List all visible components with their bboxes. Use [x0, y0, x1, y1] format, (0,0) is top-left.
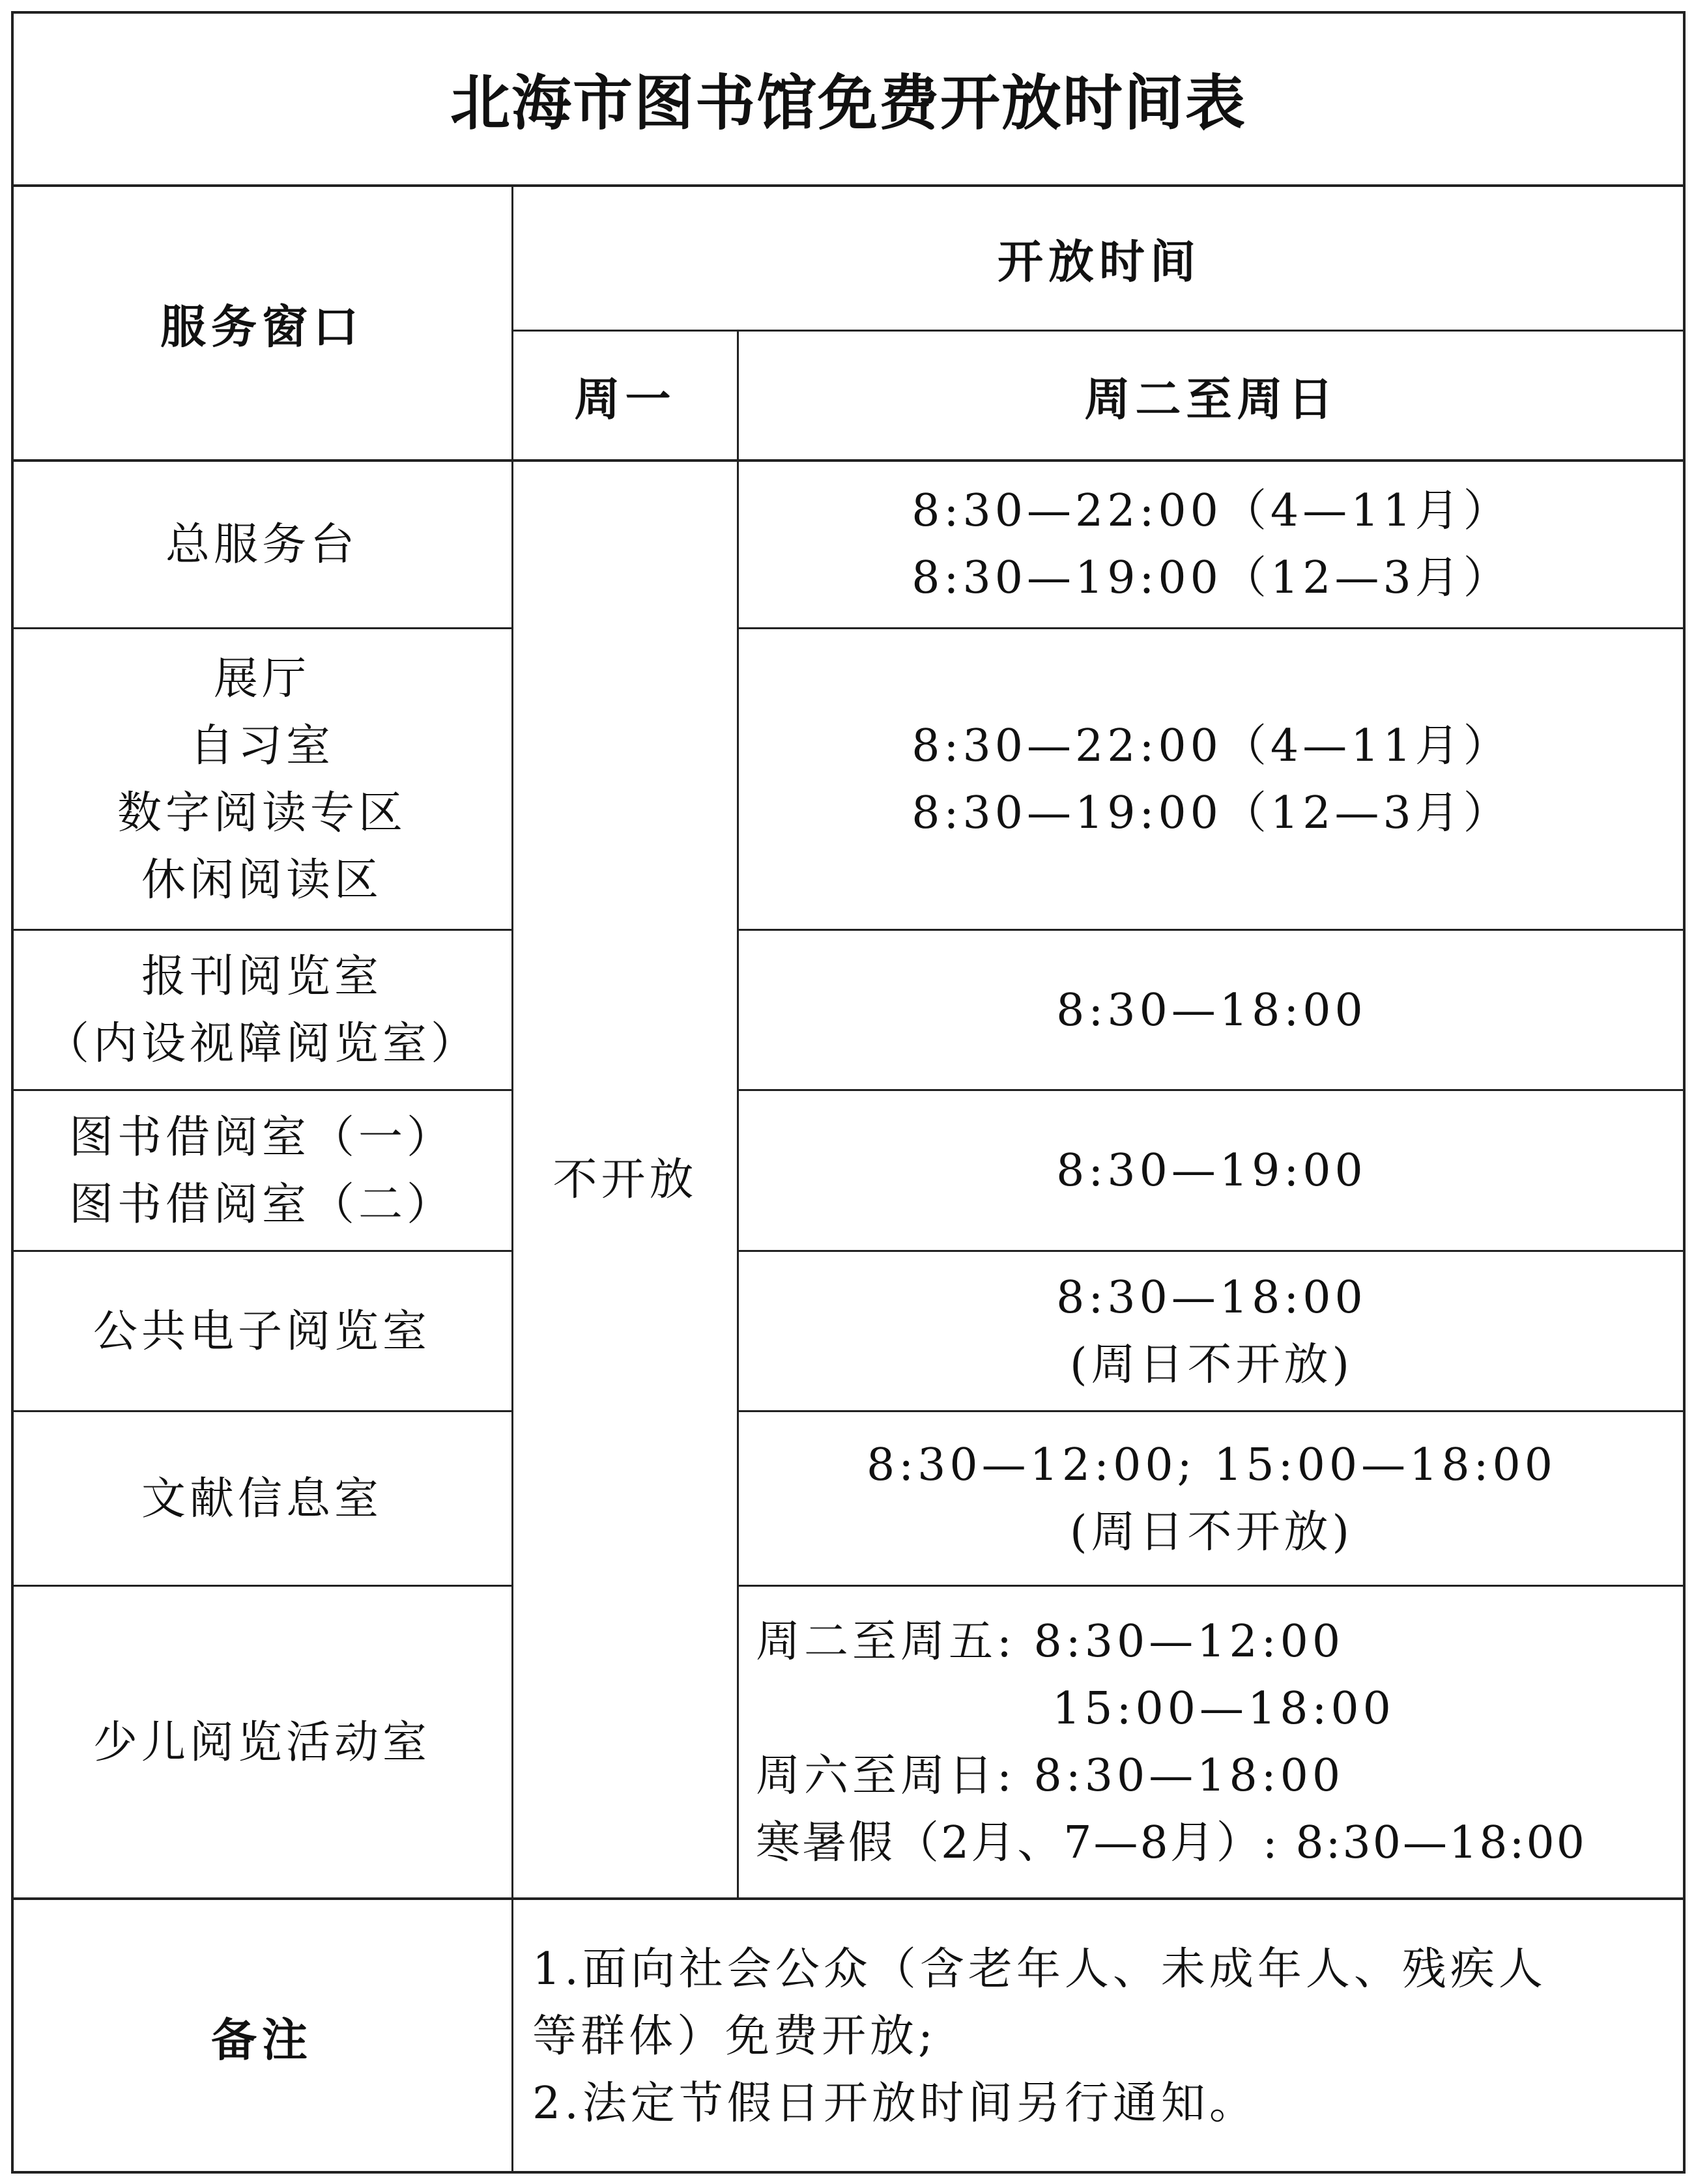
- row-name-line: 文献信息室: [141, 1473, 382, 1525]
- row-name-line: 休闲阅读区: [141, 854, 382, 906]
- row-name-line: 图书借阅室（一）: [68, 1111, 455, 1163]
- header-monday: 周一: [574, 373, 676, 426]
- hours-line: (周日不开放): [1069, 1507, 1354, 1558]
- table-row-hours: [738, 930, 1686, 1090]
- row-name-line: 图书借阅室（二）: [68, 1178, 455, 1230]
- header-service-window: 服务窗口: [160, 300, 364, 354]
- note-line: 2.法定节假日开放时间另行通知。: [532, 2077, 1257, 2129]
- table-row-name: [11, 1586, 513, 1899]
- hours-line: 8:30—12:00; 15:00—18:00: [866, 1439, 1557, 1491]
- hours-line: 周六至周日: 8:30—18:00: [756, 1750, 1345, 1802]
- hours-line: 8:30—18:00: [1056, 984, 1367, 1036]
- hours-line: 8:30—22:00（4—11月）: [912, 720, 1512, 772]
- row-name-line: 自习室: [189, 720, 334, 772]
- note-line: 1.面向社会公众（含老年人、未成年人、残疾人: [532, 1943, 1547, 1995]
- notes-content: [513, 1899, 1686, 2174]
- row-name-line: 展厅: [213, 653, 310, 705]
- table-row-hours: [738, 461, 1686, 629]
- table-row-name: [11, 1411, 513, 1586]
- row-name-line: 公共电子阅览室: [93, 1305, 431, 1357]
- monday-status: 不开放: [553, 1154, 698, 1206]
- table-row-hours: [738, 1251, 1686, 1411]
- table-row-hours: [738, 1411, 1686, 1586]
- page-title: 北海市图书馆免费开放时间表: [450, 68, 1246, 138]
- hours-line: 8:30—19:00（12—3月）: [912, 552, 1512, 604]
- row-name-line: 少儿阅览活动室: [93, 1716, 431, 1768]
- hours-line: 周二至周五: 8:30—12:00: [756, 1616, 1345, 1667]
- table-row-name: [11, 1090, 513, 1251]
- table-row-name: [11, 1251, 513, 1411]
- table-row-hours: [738, 1090, 1686, 1251]
- hours-line: 8:30—19:00: [1056, 1145, 1367, 1197]
- note-line: 等群体）免费开放;: [532, 2010, 937, 2062]
- row-name-line: 总服务台: [165, 518, 358, 571]
- notes-label: 备注: [211, 2013, 313, 2067]
- row-name-line: 数字阅读专区: [117, 787, 407, 839]
- hours-line: (周日不开放): [1069, 1339, 1354, 1391]
- header-tue-to-sun: 周二至周日: [1084, 373, 1339, 426]
- table-row-name: [11, 461, 513, 629]
- table-row-hours: [738, 629, 1686, 930]
- table-row-hours: [738, 1586, 1686, 1899]
- hours-line: 8:30—22:00（4—11月）: [912, 485, 1512, 537]
- hours-line: 15:00—18:00: [1052, 1683, 1395, 1735]
- hours-line: 8:30—18:00: [1056, 1272, 1367, 1324]
- row-name-line: 报刊阅览室: [141, 951, 382, 1002]
- table-row-name: [11, 930, 513, 1090]
- table-row-name: [11, 629, 513, 930]
- hours-line: 8:30—19:00（12—3月）: [912, 787, 1512, 839]
- row-name-line: （内设视障阅览室）: [44, 1018, 479, 1070]
- header-open-time: 开放时间: [998, 235, 1201, 289]
- hours-line: 寒暑假（2月、7—8月）: 8:30—18:00: [756, 1817, 1586, 1869]
